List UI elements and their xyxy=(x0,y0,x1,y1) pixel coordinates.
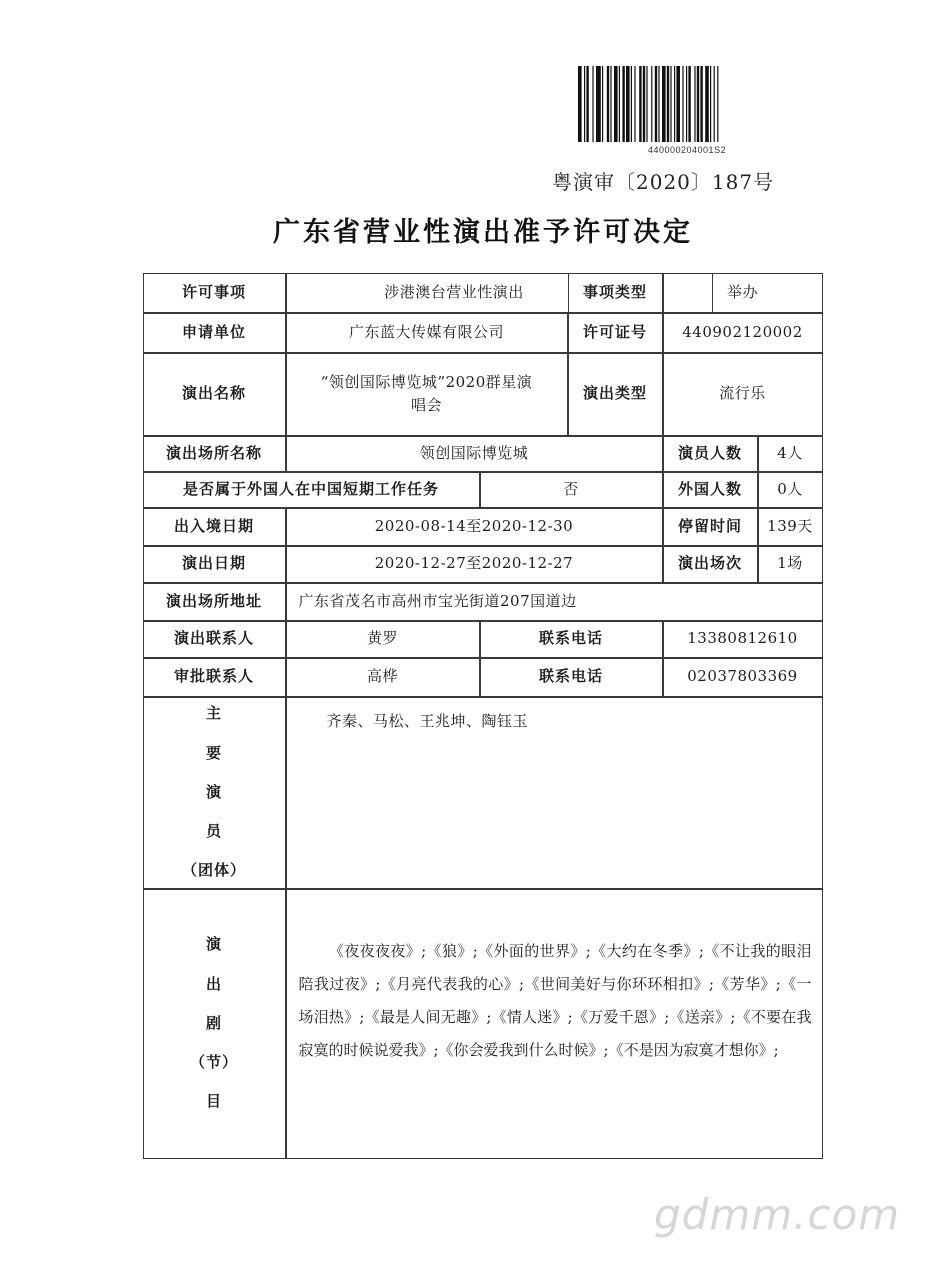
barcode-bar xyxy=(596,66,601,142)
label-main-performers-char: 员 xyxy=(205,822,222,841)
barcode-bar xyxy=(676,66,680,142)
barcode-bar xyxy=(705,66,709,142)
barcode-bar xyxy=(643,66,645,142)
label-show-count: 演出场次 xyxy=(663,546,758,583)
label-main-performers-char: 演 xyxy=(205,782,222,801)
barcode-bar xyxy=(662,66,666,142)
watermark-logo: gdmm.com xyxy=(654,1190,901,1239)
label-show-contact: 演出联系人 xyxy=(143,621,286,658)
value-show-count: 1场 xyxy=(758,546,823,583)
label-foreign-count: 外国人数 xyxy=(663,472,758,508)
label-main-performers-char: 主 xyxy=(205,704,222,723)
value-approval-contact: 高桦 xyxy=(286,658,480,697)
barcode-bar xyxy=(717,66,718,142)
value-program-cell xyxy=(286,889,823,1159)
value-show-name: “领创国际博览城”2020群星演唱会 xyxy=(286,353,568,436)
label-show-type: 演出类型 xyxy=(568,353,663,436)
value-show-contact: 黄罗 xyxy=(286,621,480,658)
label-contact-phone-1: 联系电话 xyxy=(480,621,663,658)
label-applicant: 申请单位 xyxy=(143,313,286,353)
barcode xyxy=(578,66,810,150)
barcode-number: 440000204001S2 xyxy=(648,145,727,155)
barcode-bar xyxy=(667,66,669,142)
value-contact-phone-1: 13380812610 xyxy=(663,621,823,658)
value-program-text: 《夜夜夜夜》;《狼》;《外面的世界》;《大约在冬季》;《不让我的眼泪陪我过夜》;《月亮代表我的心》;《世间美好与你环环相扣》;《芳华》;《一场泪热》;《最是人间无趣》;《情人迷》;《万爱千恩》;《送亲》;《不要在我寂寞的时候说爱我》;《你会爱我到什么时候》;《不是因为寂寞才想你》; xyxy=(298,941,812,1059)
barcode-bar xyxy=(584,66,585,142)
label-venue-address: 演出场所地址 xyxy=(143,583,286,621)
barcode-bar xyxy=(602,66,603,142)
barcode-bar xyxy=(610,66,611,142)
value-performer-count: 4人 xyxy=(758,436,823,472)
label-show-date: 演出日期 xyxy=(143,546,286,583)
value-item-type: 举办 xyxy=(663,273,823,313)
value-foreign-task: 否 xyxy=(480,472,663,508)
label-main-performers-char: （团体） xyxy=(181,861,246,880)
value-permit-item-text: 涉港澳台营业性演出 xyxy=(384,282,524,301)
label-program-char: 出 xyxy=(205,974,222,993)
label-program xyxy=(143,889,286,1159)
barcode-bar xyxy=(710,66,711,142)
document-title: 广东省营业性演出准予许可决定 xyxy=(273,217,693,248)
label-program-char: 演 xyxy=(205,935,222,954)
barcode-bar xyxy=(626,66,630,142)
label-program-char: 剧 xyxy=(205,1013,222,1032)
barcode-bar xyxy=(686,66,687,142)
value-venue-name: 领创国际博览城 xyxy=(286,436,663,472)
barcode-bar xyxy=(592,66,593,142)
label-main-performers xyxy=(143,697,286,889)
value-show-date: 2020-12-27至2020-12-27 xyxy=(286,546,663,583)
value-venue-address: 广东省茂名市高州市宝光街道207国道边 xyxy=(286,583,823,621)
barcode-bar xyxy=(694,66,695,142)
value-contact-phone-2: 02037803369 xyxy=(663,658,823,697)
label-performer-count: 演员人数 xyxy=(663,436,758,472)
label-license-no: 许可证号 xyxy=(568,313,663,353)
barcode-bar xyxy=(634,66,635,142)
value-entry-exit-date: 2020-08-14至2020-12-30 xyxy=(286,508,663,546)
barcode-bar xyxy=(714,66,715,142)
barcode-bar xyxy=(614,66,618,142)
barcode-bar xyxy=(655,66,657,142)
label-entry-exit-date: 出入境日期 xyxy=(143,508,286,546)
label-program-char: 目 xyxy=(205,1092,222,1111)
barcode-bar xyxy=(607,66,609,142)
label-item-type: 事项类型 xyxy=(568,273,663,313)
value-foreign-count: 0人 xyxy=(758,472,823,508)
barcode-bar xyxy=(688,66,690,142)
barcode-bar xyxy=(619,66,620,142)
value-show-type: 流行乐 xyxy=(663,353,823,436)
label-stay-duration: 停留时间 xyxy=(663,508,758,546)
barcode-bar xyxy=(682,66,683,142)
label-approval-contact: 审批联系人 xyxy=(143,658,286,697)
value-program xyxy=(287,890,822,1067)
barcode-bar xyxy=(646,66,647,142)
barcode-bar xyxy=(670,66,671,142)
label-permit-item: 许可事项 xyxy=(143,273,286,313)
label-program-char: （节） xyxy=(189,1053,238,1072)
value-stay-duration: 139天 xyxy=(758,508,823,546)
label-contact-phone-2: 联系电话 xyxy=(480,658,663,697)
value-applicant: 广东蓝大传媒有限公司 xyxy=(286,313,568,353)
value-license-no: 440902120002 xyxy=(663,313,823,353)
label-main-performers-char: 要 xyxy=(205,743,222,762)
barcode-bar xyxy=(622,66,624,142)
barcode-bar xyxy=(700,66,702,142)
label-venue-name: 演出场所名称 xyxy=(143,436,286,472)
label-show-name: 演出名称 xyxy=(143,353,286,436)
label-foreign-task: 是否属于外国人在中国短期工作任务 xyxy=(143,472,480,508)
permit-table xyxy=(143,273,823,1159)
barcode-bar xyxy=(658,66,659,142)
barcode-bar xyxy=(631,66,632,142)
value-main-performers: 齐秦、马松、王兆坤、陶钰玉 xyxy=(286,697,823,889)
barcode-bar xyxy=(697,66,699,142)
barcode-bar xyxy=(586,66,588,142)
barcode-bar xyxy=(639,66,641,142)
barcode-bar xyxy=(578,66,582,142)
barcode-bar xyxy=(651,66,652,142)
document-number: 粤演审〔2020〕187号 xyxy=(552,170,775,194)
barcode-bar xyxy=(674,66,675,142)
